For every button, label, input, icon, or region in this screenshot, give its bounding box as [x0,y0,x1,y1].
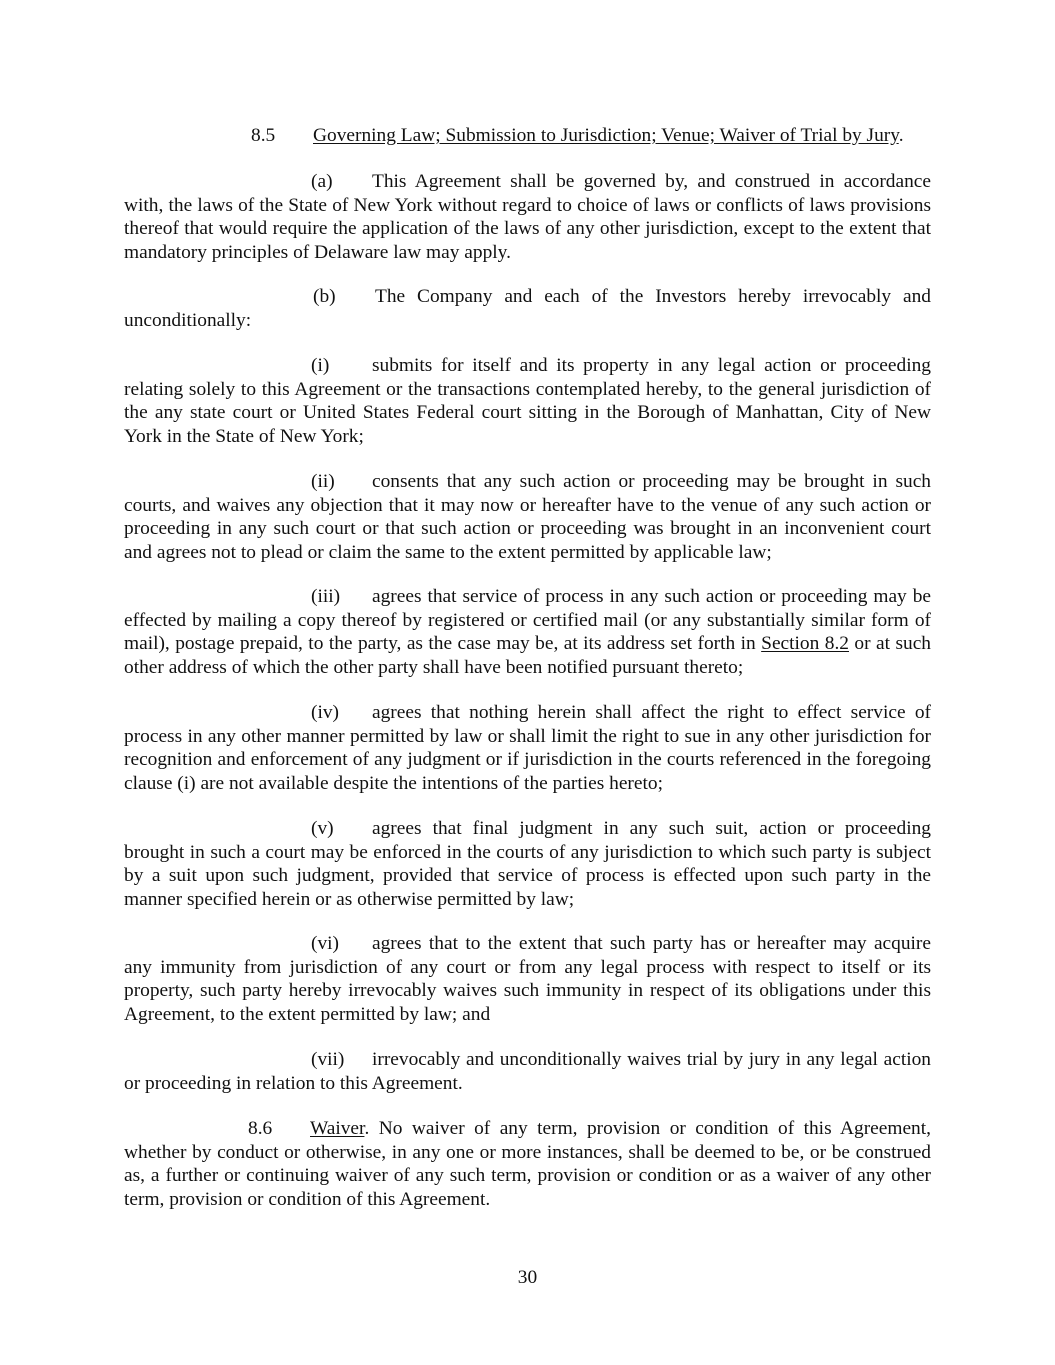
clause-label: (vi) [311,933,339,954]
section-8-2-link[interactable]: Section 8.2 [761,633,849,654]
clause-ii [124,470,931,564]
clause-vii [124,1048,931,1095]
clause-b [124,285,931,332]
section-number: 8.5 [251,125,276,146]
clause-i [124,354,931,448]
clause-v [124,817,931,911]
clause-label: (a) [311,171,333,192]
clause-text: agrees that final judgment in any such suit, action or proceeding brought in such a court may be enforced in the courts of any jurisdiction to which such party is subject by a suit upon such judgment, provided that service of process is effected upon such party in the manner specified herein or as otherwise permitted by law; [124,818,931,910]
section-8-5-heading [124,124,931,148]
clause-text: consents that any such action or proceeding may be brought in such courts, and waives any objection that it may now or hereafter have to the venue of any such action or proceeding in any such court or that such action or proceeding was brought in an inconvenient court and agrees not to plead or claim the same to the extent permitted by applicable law; [124,471,931,563]
page-number: 30 [517,1267,538,1288]
section-title: Governing Law; Submission to Jurisdiction; Venue; Waiver of Trial by Jury [313,125,899,146]
section-8-6 [124,1117,931,1211]
clause-label: (iii) [311,586,341,607]
clause-text: This Agreement shall be governed by, and construed in accordance with, the laws of the State of New York without regard to choice of laws or conflicts of laws provisions thereof that would require the application of the laws of any other jurisdiction, except to the extent that mandatory principles of Delaware law may apply. [124,171,931,263]
clause-vi [124,932,931,1026]
clause-label: (iv) [311,702,339,723]
clause-label: (vii) [311,1049,345,1070]
clause-label: (v) [311,818,334,839]
clause-a [124,170,931,264]
clause-text-continued: or at such other address of which the other party shall have been notified pursuant thereto; [124,633,932,678]
clause-label: (b) [313,286,336,307]
clause-text: agrees that nothing herein shall affect the right to effect service of process in any other manner permitted by law or shall limit the right to sue in any other jurisdiction for recognition and enforcement of any judgment or if jurisdiction in the courts referenced in the foregoing clause (i) are not available despite the intentions of the parties hereto; [124,702,931,794]
section-text: . No waiver of any term, provision or condition of this Agreement, whether by conduct or otherwise, in any one or more instances, shall be deemed to be, or be construed as, a further or continuing waiver of any such term, provision or condition or as a waiver of any other term, provision or condition of this Agreement. [124,1118,931,1210]
section-title: Waiver [310,1118,365,1139]
clause-text: submits for itself and its property in any legal action or proceeding relating solely to this Agreement or the transactions contemplated hereby, to the general jurisdiction of the any state court or United States Federal court sitting in the Borough of Manhattan, City of New York in the State of New York; [124,355,931,447]
clause-label: (i) [311,355,330,376]
clause-text: The Company and each of the Investors hereby irrevocably and unconditionally: [124,286,931,331]
clause-iii [124,585,931,679]
clause-text: agrees that service of process in any such action or proceeding may be effected by mailing a copy thereof by registered or certified mail (or any substantially similar form of mail), postage prepaid, to the party, as the case may be, at its address set forth in [124,586,931,654]
section-title-period: . [898,125,904,146]
clause-label: (ii) [311,471,335,492]
clause-text: irrevocably and unconditionally waives trial by jury in any legal action or proceeding in relation to this Agreement. [124,1049,931,1094]
clause-text: agrees that to the extent that such party has or hereafter may acquire any immunity from jurisdiction of any court or from any legal process with respect to itself or its property, such party hereby irrevocably waives such immunity in respect of its obligations under this Agreement, to the extent permitted by law; and [124,933,931,1025]
section-number: 8.6 [248,1118,273,1139]
clause-iv [124,701,931,795]
